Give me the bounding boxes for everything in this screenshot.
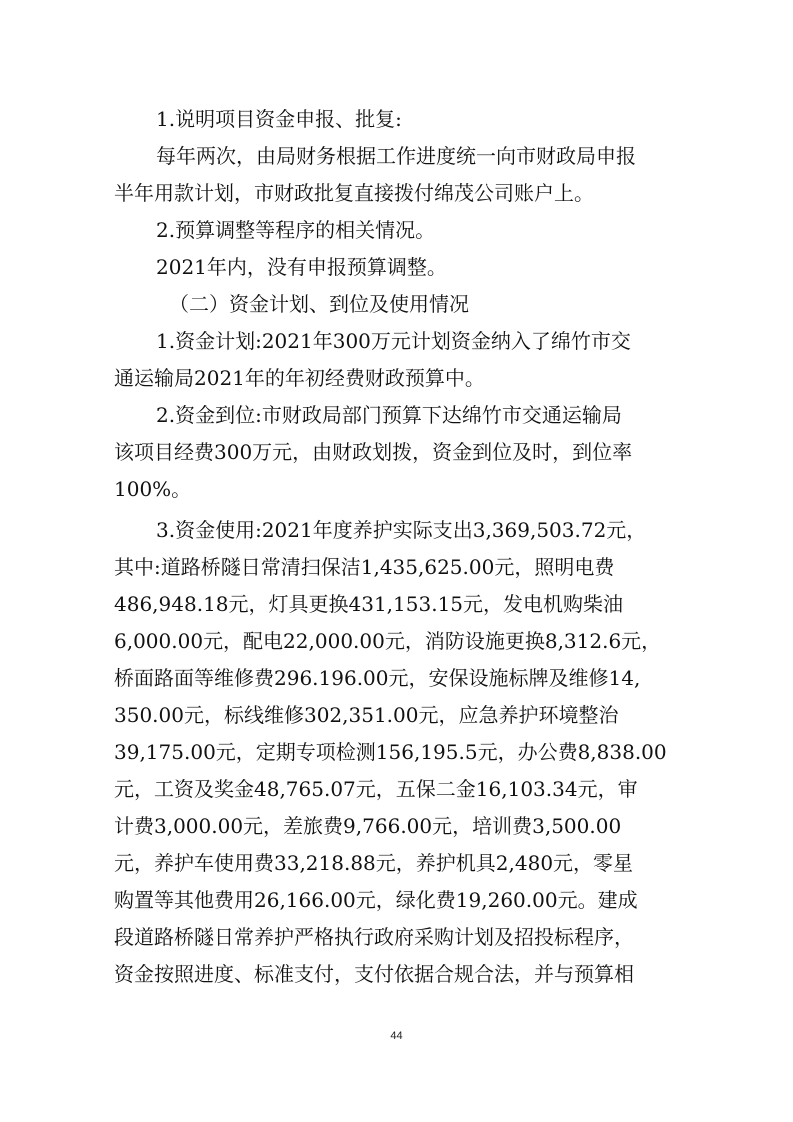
body-text <box>114 101 674 993</box>
section-heading: （二）资金计划、到位及使用情况 <box>169 292 469 316</box>
text-line-17: 350.00元，标线维修302,351.00元，应急养护环境整治 <box>114 703 619 727</box>
text-line-14: 486,948.18元，灯具更换431,153.15元，发电机购柴油 <box>114 592 624 616</box>
text-line-7: 1.资金计划:2021年300万元计划资金纳入了绵竹市交 <box>156 329 631 353</box>
text-line-20: 计费3,000.00元，差旅费9,766.00元，培训费3,500.00 <box>114 814 622 838</box>
text-line-12: 3.资金使用:2021年度养护实际支出3,369,503.72元， <box>156 518 647 542</box>
text-line-1: 1.说明项目资金申报、批复: <box>156 107 402 131</box>
text-line-11: 100%。 <box>114 477 192 501</box>
text-line-18: 39,175.00元，定期专项检测156,195.5元，办公费8,838.00 <box>114 740 667 764</box>
text-line-5: 2021年内，没有申报预算调整。 <box>156 255 447 279</box>
page-number: 44 <box>390 1030 403 1042</box>
text-line-13: 其中:道路桥隧日常清扫保洁1,435,625.00元，照明电费 <box>114 555 615 579</box>
text-line-4: 2.预算调整等程序的相关情况。 <box>156 218 436 242</box>
text-line-21: 元，养护车使用费33,218.88元，养护机具2,480元，零星 <box>114 851 634 875</box>
text-line-9: 2.资金到位:市财政局部门预算下达绵竹市交通运输局 <box>156 403 622 427</box>
text-line-2: 每年两次，由局财务根据工作进度统一向市财政局申报 <box>156 144 636 168</box>
text-line-22: 购置等其他费用26,166.00元，绿化费19,260.00元。建成 <box>114 888 638 912</box>
text-line-19: 元，工资及奖金48,765.07元，五保二金16,103.34元，审 <box>114 777 638 801</box>
text-line-3: 半年用款计划，市财政批复直接拨付绵茂公司账户上。 <box>114 181 594 205</box>
text-line-8: 通运输局2021年的年初经费财政预算中。 <box>114 366 485 390</box>
text-line-23: 段道路桥隧日常养护严格执行政府采购计划及招投标程序， <box>114 925 634 949</box>
text-line-15: 6,000.00元，配电22,000.00元，消防设施更换8,312.6元， <box>114 629 662 653</box>
text-line-24: 资金按照进度、标准支付，支付依据合规合法，并与预算相 <box>114 962 634 986</box>
text-line-10: 该项目经费300万元，由财政划拨，资金到位及时，到位率 <box>114 440 633 464</box>
text-line-16: 桥面路面等维修费296.196.00元，安保设施标牌及维修14, <box>114 666 641 690</box>
